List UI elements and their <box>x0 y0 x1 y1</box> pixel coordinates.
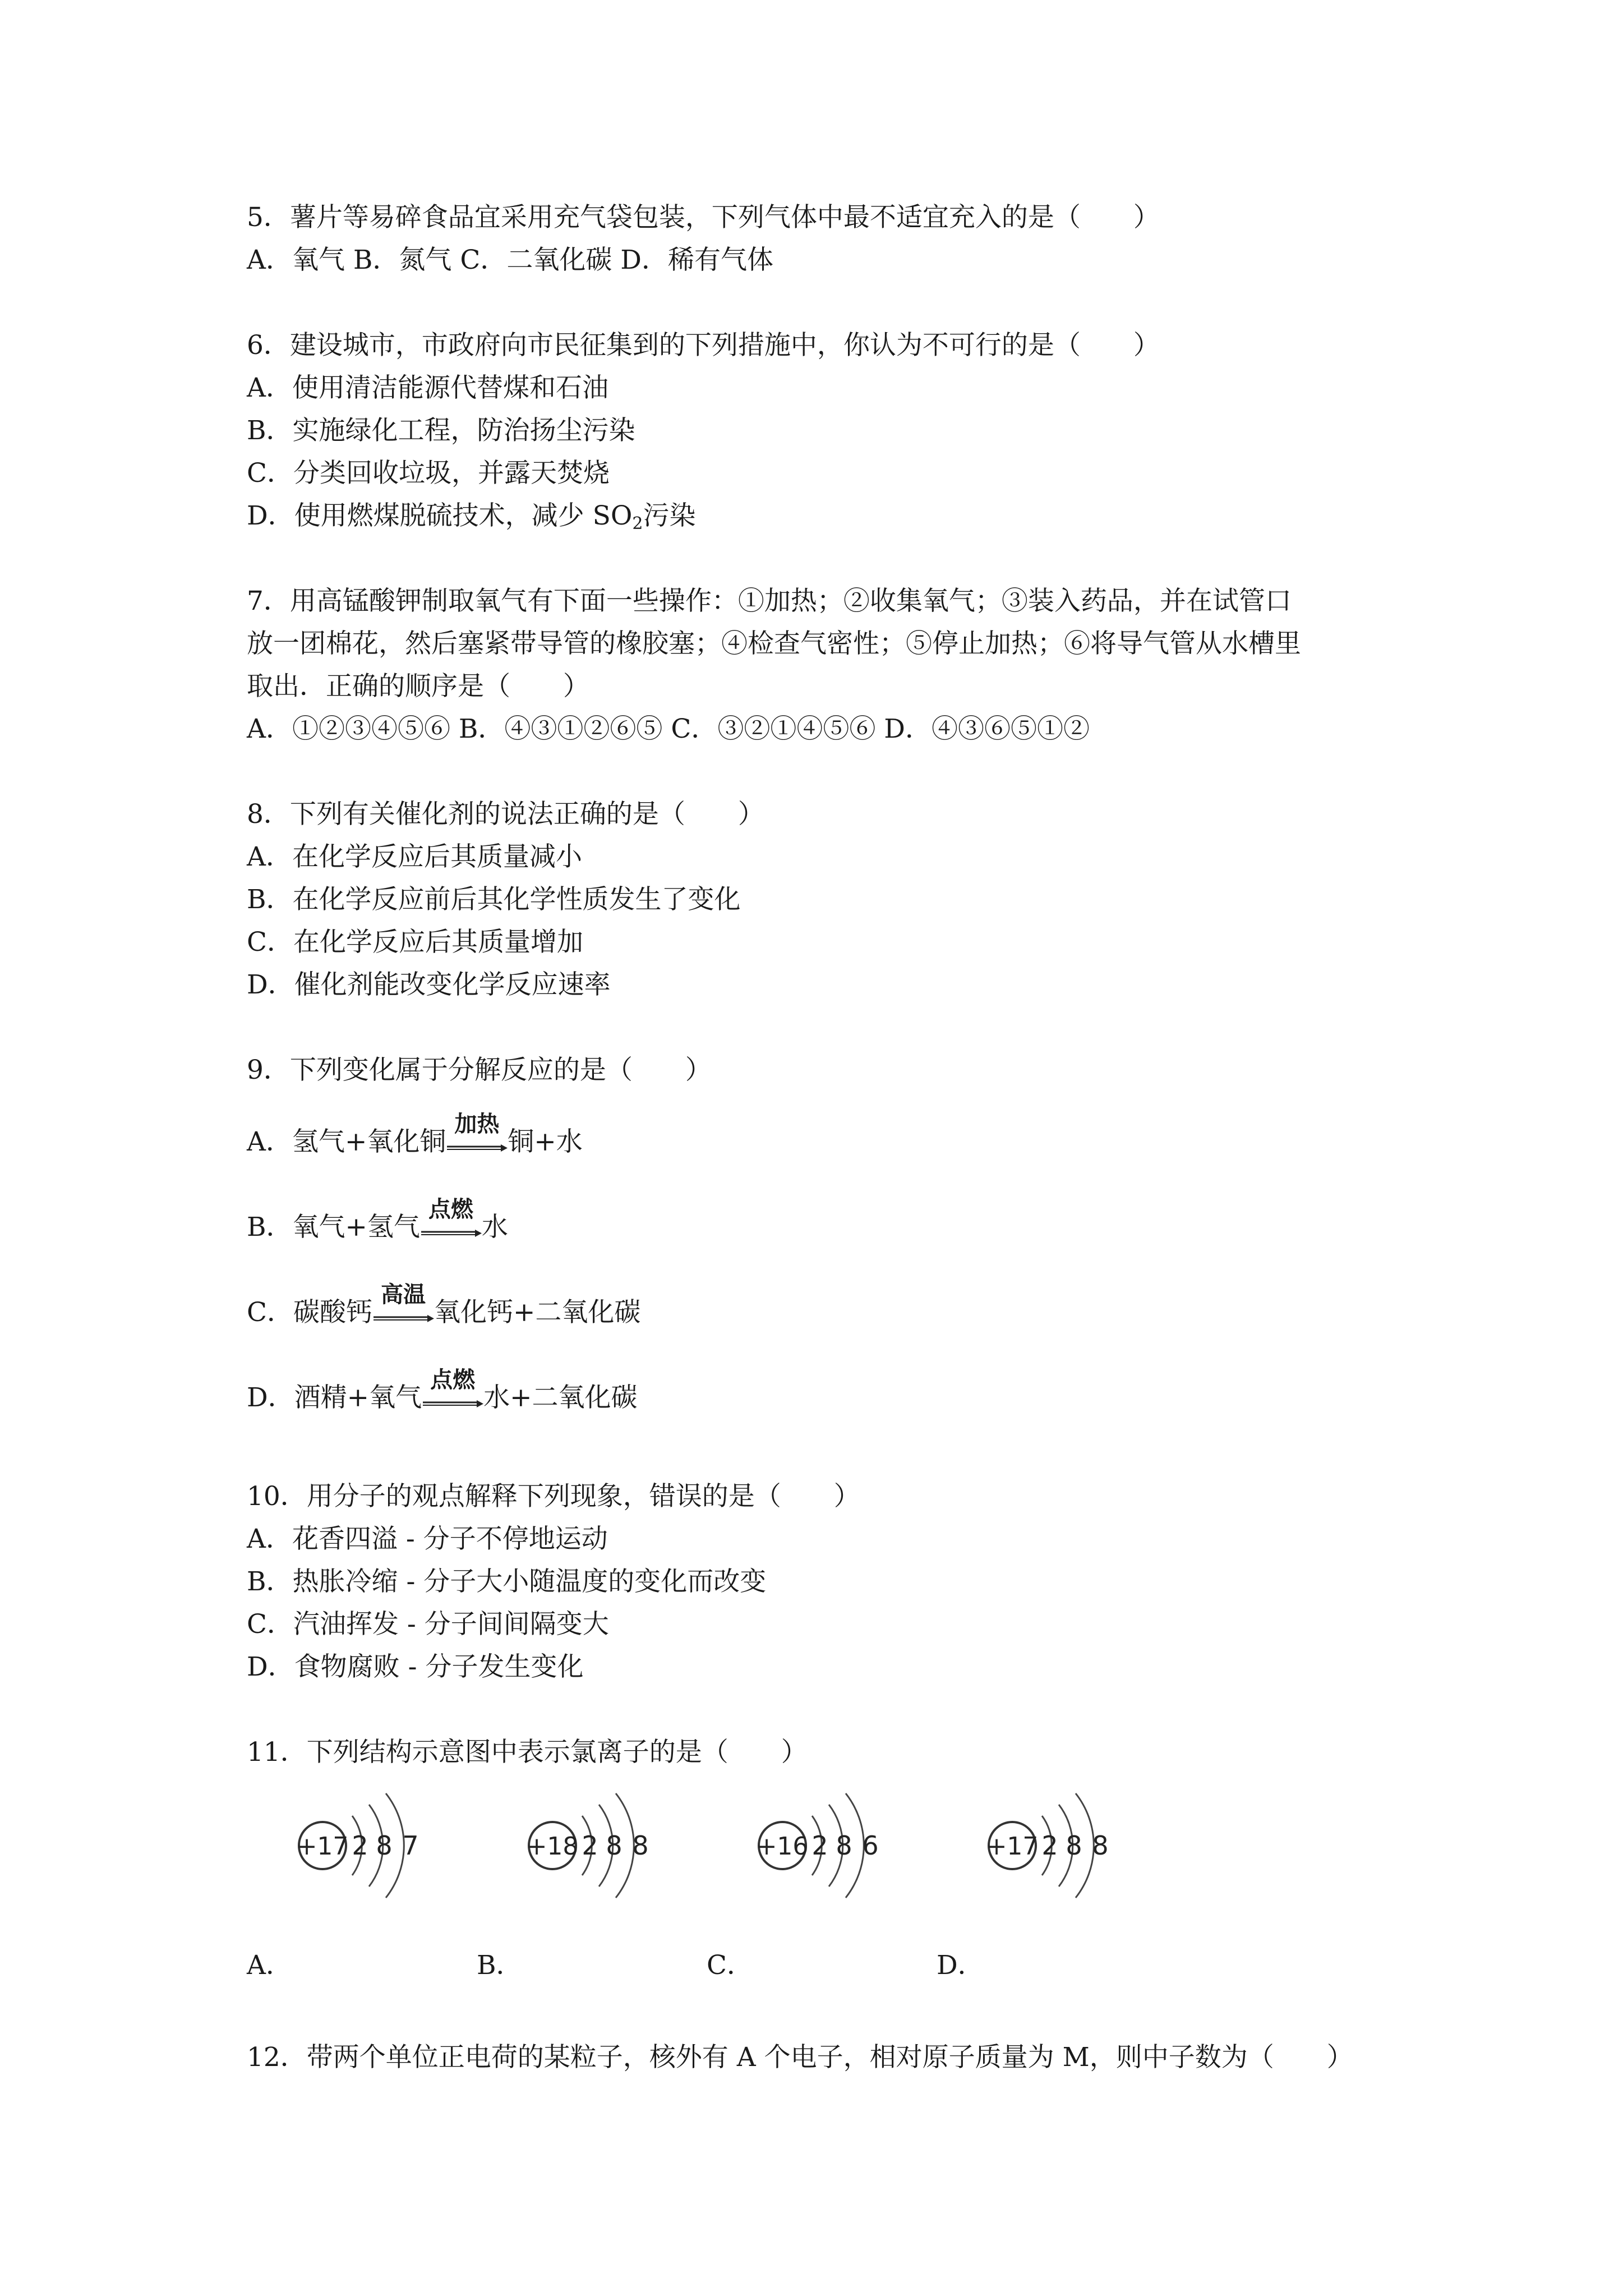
svg-text:8: 8 <box>376 1830 393 1861</box>
q7-options: A．①②③④⑤⑥ B．④③①②⑥⑤ C．③②①④⑤⑥ D．④③⑥⑤①② <box>247 714 1090 744</box>
q10-option-a: A．花香四溢 - 分子不停地运动 <box>247 1524 608 1554</box>
svg-text:8: 8 <box>1066 1830 1082 1861</box>
q10-option-d: D．食物腐败 - 分子发生变化 <box>247 1651 584 1682</box>
q11-option-label-c: C． <box>707 1950 753 1981</box>
q9-d-reactants: D．酒精+氧气 <box>247 1382 422 1413</box>
q10-option-b: B．热胀冷缩 - 分子大小随温度的变化而改变 <box>247 1566 767 1597</box>
q8-option-a: A．在化学反应后其质量减小 <box>247 841 582 872</box>
q7-stem-line-3: 取出．正确的顺序是（ ） <box>247 671 589 702</box>
q9-stem: 9．下列变化属于分解反应的是（ ） <box>247 1055 712 1085</box>
q7-stem-line-1: 7．用高锰酸钾制取氧气有下面一些操作：①加热；②收集氧气；③装入药品，并在试管口 <box>247 586 1292 616</box>
q11-option-label-b: B． <box>477 1950 523 1981</box>
svg-text:2: 2 <box>582 1830 598 1861</box>
q5-options: A．氧气 B．氮气 C．二氧化碳 D．稀有气体 <box>247 245 773 275</box>
atom-structure-diagram-d <box>976 1792 1144 1904</box>
svg-text:7: 7 <box>402 1830 419 1861</box>
q6-option-a: A．使用清洁能源代替煤和石油 <box>247 372 608 403</box>
svg-text:2: 2 <box>1041 1830 1058 1861</box>
q11-option-label-d: D． <box>937 1950 984 1981</box>
q9-b-reactants: B．氧气+氢气 <box>247 1212 420 1243</box>
q12-stem: 12．带两个单位正电荷的某粒子，核外有 A 个电子，相对原子质量为 M，则中子数为（ ） <box>247 2042 1353 2073</box>
q11-stem: 11．下列结构示意图中表示氯离子的是（ ） <box>247 1737 808 1768</box>
q9-option-a <box>247 1111 583 1158</box>
svg-text:8: 8 <box>1092 1830 1109 1861</box>
q11-option-label-a: A． <box>247 1950 292 1981</box>
q8-option-c: C．在化学反应后其质量增加 <box>247 927 583 958</box>
svg-text:8: 8 <box>606 1830 623 1861</box>
q9-b-condition: 点燃 <box>428 1197 473 1222</box>
q5-stem: 5．薯片等易碎食品宜采用充气袋包装，下列气体中最不适宜充入的是（ ） <box>247 202 1160 233</box>
q6-option-d <box>247 500 695 540</box>
q10-stem: 10．用分子的观点解释下列现象，错误的是（ ） <box>247 1481 860 1512</box>
q6-option-d-tail: 污染 <box>643 500 696 531</box>
q8-option-d: D．催化剂能改变化学反应速率 <box>247 969 611 1000</box>
q9-c-condition: 高温 <box>380 1282 426 1308</box>
arrow-icon <box>446 1143 508 1152</box>
q8-stem: 8．下列有关催化剂的说法正确的是（ ） <box>247 799 764 830</box>
svg-text:8: 8 <box>632 1830 649 1861</box>
q9-a-reaction-arrow <box>446 1111 508 1158</box>
q9-option-d <box>247 1367 638 1414</box>
atom-structure-diagram-c <box>746 1792 914 1904</box>
svg-text:+16: +16 <box>756 1832 809 1861</box>
q6-so2-subscript: 2 <box>632 514 643 533</box>
q9-c-reaction-arrow <box>372 1282 434 1328</box>
q6-stem: 6．建设城市，市政府向市民征集到的下列措施中，你认为不可行的是（ ） <box>247 330 1160 361</box>
q8-option-b: B．在化学反应前后其化学性质发生了变化 <box>247 884 741 915</box>
q9-a-reactants: A．氢气+氧化铜 <box>247 1126 446 1157</box>
atom-structure-diagram-a <box>286 1792 454 1904</box>
q9-d-condition: 点燃 <box>430 1367 476 1393</box>
q10-option-c: C．汽油挥发 - 分子间间隔变大 <box>247 1609 609 1640</box>
q9-b-products: 水 <box>481 1212 508 1243</box>
q7-stem-line-2: 放一团棉花，然后塞紧带导管的橡胶塞；④检查气密性；⑤停止加热；⑥将导气管从水槽里 <box>247 628 1301 659</box>
svg-text:8: 8 <box>836 1830 852 1861</box>
q9-c-products: 氧化钙+二氧化碳 <box>434 1297 641 1328</box>
q9-c-reactants: C．碳酸钙 <box>247 1297 372 1328</box>
arrow-icon <box>420 1228 482 1237</box>
q9-b-reaction-arrow <box>420 1197 482 1243</box>
q6-option-b: B．实施绿化工程，防治扬尘污染 <box>247 415 635 446</box>
atom-structure-diagram-b <box>516 1792 684 1904</box>
q6-option-d-text: D．使用燃煤脱硫技术，减少 SO <box>247 500 633 531</box>
q9-d-reaction-arrow <box>422 1367 483 1414</box>
arrow-icon <box>372 1314 434 1323</box>
q9-d-products: 水+二氧化碳 <box>483 1382 638 1413</box>
svg-text:2: 2 <box>811 1830 828 1861</box>
svg-text:2: 2 <box>352 1830 368 1861</box>
q9-a-condition: 加热 <box>454 1111 500 1137</box>
svg-text:+18: +18 <box>526 1832 579 1861</box>
q9-option-c <box>247 1282 641 1328</box>
svg-text:+17: +17 <box>986 1832 1039 1861</box>
svg-text:+17: +17 <box>296 1832 349 1861</box>
q9-option-b <box>247 1197 508 1243</box>
arrow-icon <box>422 1399 483 1408</box>
svg-text:6: 6 <box>862 1830 879 1861</box>
q6-option-c: C．分类回收垃圾，并露天焚烧 <box>247 458 610 489</box>
q9-a-products: 铜+水 <box>508 1126 583 1157</box>
